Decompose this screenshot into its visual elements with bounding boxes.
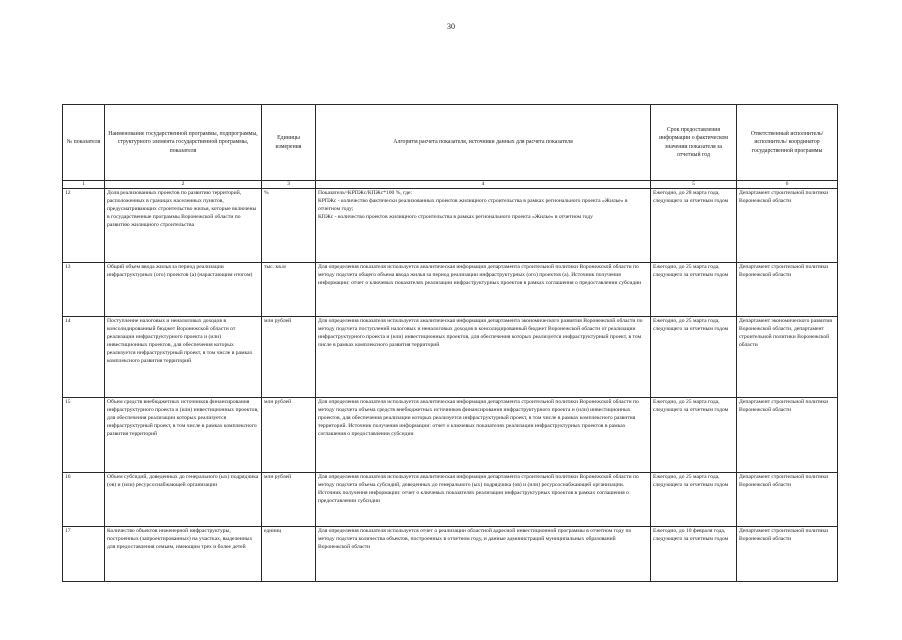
row-num: 14 bbox=[63, 317, 105, 398]
row-responsible: Департамент строительной политики Воронежской области bbox=[737, 527, 838, 582]
row-deadline: Ежегодно, до 25 марта года, следующего за отчетным годом bbox=[651, 398, 737, 473]
row-algorithm: Для определения показателя используется отчет о реализации областной адресной инвестиционной программы в отчетном году по методу подсчета количества объектов, построенных в отчетном году, и данные администраций муниципальных образований Воронежской области bbox=[316, 527, 651, 582]
page-number: 30 bbox=[447, 22, 455, 31]
header-unit: Единицы измерения bbox=[262, 105, 316, 181]
row-responsible: Департамент строительной политики Воронежской области bbox=[737, 473, 838, 527]
table-header-row bbox=[63, 105, 838, 181]
column-number: 2 bbox=[105, 181, 262, 189]
row-responsible: Департамент строительной политики Воронежской области bbox=[737, 398, 838, 473]
table-row bbox=[63, 263, 838, 317]
row-responsible: Департамент строительной политики Воронежской области bbox=[737, 263, 838, 317]
header-deadline: Срок предоставления информации о фактическом значении показателя за отчетный год bbox=[651, 105, 737, 181]
row-deadline: Ежегодно, до 25 марта года, следующего за отчетным годом bbox=[651, 263, 737, 317]
column-numbers-row bbox=[63, 181, 838, 189]
row-unit: млн рублей bbox=[262, 473, 316, 527]
header-responsible: Ответственный исполнитель/исполнитель/ координатор государственной программы bbox=[737, 105, 838, 181]
row-algorithm: Показатель=КРПЖс/КПЖс*100 %, где: КРПЖс - количество фактически реализованных проектов жилищного строительства в рамках регионального проекта «Жилье» в отчетном году; КПЖс - количество проектов жилищного строительства в рамках регионального проекта «Жилье» в отчетном году bbox=[316, 189, 651, 263]
row-deadline: Ежегодно, до 28 марта года, следующего за отчетным годом bbox=[651, 189, 737, 263]
row-name: Объем средств внебюджетных источников финансирования инфраструктурного проекта и (или) инвестиционных проектов, для обеспечения реализации которых реализуется инфраструктурный проект, в том числе в рамках комплексного развития территорий bbox=[105, 398, 262, 473]
header-num: № показателя bbox=[63, 105, 105, 181]
column-number: 5 bbox=[651, 181, 737, 189]
header-name: Наименование государственной программы, подпрограммы, структурного элемента государственной программы, показателя bbox=[105, 105, 262, 181]
indicators-table bbox=[62, 104, 838, 582]
row-unit: единиц bbox=[262, 527, 316, 582]
row-name: Доля реализованных проектов по развитию территорий, расположенных в границах населенных пунктов, предусматривающих строительство жилья, которые включены в государственные программы Воронежской области по развитию жилищного строительства bbox=[105, 189, 262, 263]
table-row bbox=[63, 398, 838, 473]
row-name: Объем субсидий, доведенных до генерального (ых) подрядчика (ов) и (или) ресурсоснабжающей организации bbox=[105, 473, 262, 527]
row-algorithm: Для определения показателя используется аналитическая информация департамента экономического развития Воронежской области по методу подсчета поступлений налоговых и неналоговых доходов в консолидированный бюджет Воронежской области от реализации инфраструктурного проекта и (или) инвестиционных проектов, для обеспечения которых реализуется инфраструктурный проект, в том числе в рамках комплексного развития территорий bbox=[316, 317, 651, 398]
row-num: 15 bbox=[63, 398, 105, 473]
row-unit: тыс. кв.м bbox=[262, 263, 316, 317]
row-num: 12 bbox=[63, 189, 105, 263]
row-algorithm: Для определения показателя используется аналитическая информация департамента строительной политики Воронежской области по методу подсчета объема субсидий, доведенных до генерального (ых) подрядчика (ов) и (или) ресурсоснабжающей организации. Источник получения информации: отчет о ключевых показателях реализации инфраструктурных проектов в рамках соглашения о предоставлении субсидии bbox=[316, 473, 651, 527]
row-num: 17 bbox=[63, 527, 105, 582]
row-algorithm: Для определения показателя используется аналитическая информация департамента строительной политики Воронежской области по методу подсчета объема средств внебюджетных источников финансирования инфраструктурного проекта и (или) инвестиционных проектов, для обеспечения реализации которых реализуется инфраструктурный проект, в том числе в рамках комплексного развития территорий. Источник получения информации: отчет о ключевых показателях реализации инфраструктурных проектов в рамках соглашения о предоставлении субсидии bbox=[316, 398, 651, 473]
row-unit: % bbox=[262, 189, 316, 263]
column-number: 4 bbox=[316, 181, 651, 189]
row-name: Количество объектов инженерной инфраструктуры, построенных (запроектированных) на участках, выделенных для предоставления семьям, имеющим трех и более детей bbox=[105, 527, 262, 582]
column-number: 6 bbox=[737, 181, 838, 189]
table-row bbox=[63, 317, 838, 398]
row-algorithm: Для определения показателя используется аналитическая информация департамента строительной политики Воронежской области по методу подсчета общего объема ввода жилья за период реализации инфраструктурных (ого) проектов (а). Источник получения информации: отчет о ключевых показателях реализации инфраструктурных проектов в рамках соглашения о предоставлении субсидии bbox=[316, 263, 651, 317]
row-responsible: Департамент экономического развития Воронежской области, департамент строительной политики Воронежской области bbox=[737, 317, 838, 398]
row-deadline: Ежегодно, до 25 марта года, следующего за отчетным годом bbox=[651, 317, 737, 398]
header-algorithm: Алгоритм расчета показателя, источники данных для расчета показателя bbox=[316, 105, 651, 181]
table-row bbox=[63, 473, 838, 527]
row-deadline: Ежегодно, до 10 февраля года, следующего за отчетным годом bbox=[651, 527, 737, 582]
table-row bbox=[63, 527, 838, 582]
row-unit: млн рублей bbox=[262, 317, 316, 398]
table-row bbox=[63, 189, 838, 263]
row-responsible: Департамент строительной политики Воронежской области bbox=[737, 189, 838, 263]
row-num: 16 bbox=[63, 473, 105, 527]
column-number: 3 bbox=[262, 181, 316, 189]
row-unit: млн рублей bbox=[262, 398, 316, 473]
row-num: 13 bbox=[63, 263, 105, 317]
row-name: Общий объем ввода жилья за период реализации инфраструктурных (ого) проектов (а) (нарастающим итогом) bbox=[105, 263, 262, 317]
row-name: Поступление налоговых и неналоговых доходов в консолидированный бюджет Воронежской области от реализации инфраструктурного проекта и (или) инвестиционных проектов, для обеспечения которых реализуется инфраструктурный проект, в том числе в рамках комплексного развития территорий bbox=[105, 317, 262, 398]
row-deadline: Ежегодно, до 25 марта года, следующего за отчетным годом bbox=[651, 473, 737, 527]
column-number: 1 bbox=[63, 181, 105, 189]
